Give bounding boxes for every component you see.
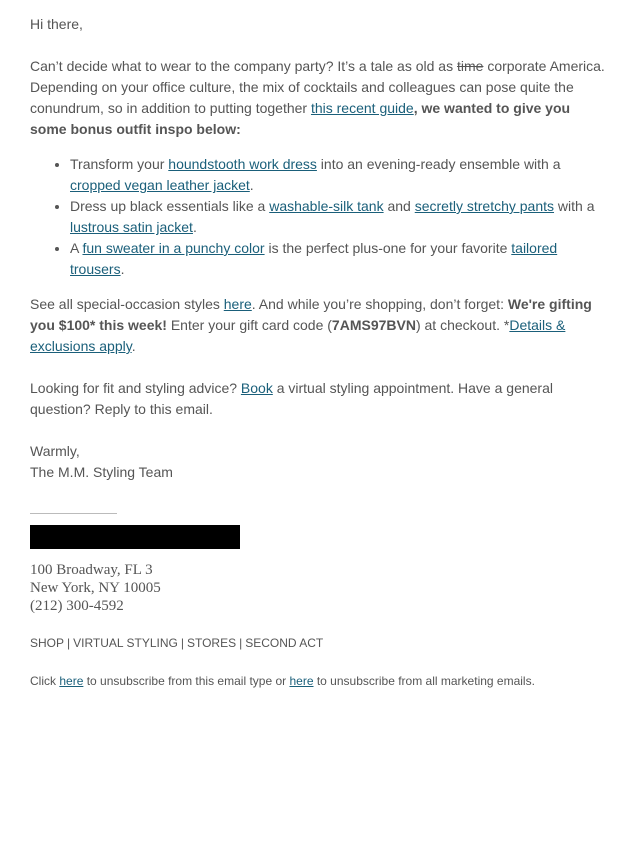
styling-text: a virtual styling appointment. Have a general question? Reply to this email. [30,380,553,417]
address-line-2: New York, NY 10005 [30,580,161,596]
promo-paragraph [30,294,610,357]
book-link[interactable]: Book [240,380,273,396]
nav-separator: | [239,636,243,650]
list-text: and [383,198,415,214]
struck-word: time [456,58,484,74]
gift-offer-text: We're gifting you $100* this week! [30,296,592,333]
phone-number: (212) 300-4592 [30,598,124,614]
signoff-line: Warmly, [30,443,80,459]
unsub-text: Click [30,674,60,688]
nav-separator: | [67,636,71,650]
address-line-1: 100 Broadway, FL 3 [30,562,153,578]
list-text: A [70,240,83,256]
intro-text-1: Can’t decide what to wear to the company party? It’s a tale as old as [30,58,457,74]
list-item [70,238,610,280]
list-text: . [120,261,125,277]
unsubscribe-type-link[interactable]: here [59,674,84,688]
gift-card-code: 7AMS97BVN [331,317,416,333]
intro-paragraph [30,56,610,140]
logo-redacted-bar [30,525,240,549]
nav-separator: | [180,636,184,650]
promo-text: Enter your gift card code ( [166,317,332,333]
list-item [70,154,610,196]
signoff [30,441,610,483]
footer-nav [30,635,610,651]
fun-sweater-link[interactable]: fun sweater in a punchy color [82,240,265,256]
unsubscribe-text [30,673,610,689]
satin-jacket-link[interactable]: lustrous satin jacket [70,219,193,235]
list-text: Transform your [70,156,169,172]
list-text: with a [554,198,595,214]
intro-text-2: corporate America. Depending on your office culture, the mix of cocktails and colleagues can pose quite the conundrum, so in addition to putting together [30,58,605,116]
list-text: . [192,219,197,235]
list-text: Dress up black essentials like a [70,198,270,214]
recent-guide-link[interactable]: this recent guide [310,100,414,116]
company-address [30,561,610,615]
intro-comma: , [413,100,418,116]
styling-text: Looking for fit and styling advice? [30,380,241,396]
divider [30,513,117,514]
stretchy-pants-link[interactable]: secretly stretchy pants [414,198,555,214]
list-item [70,196,610,238]
unsub-text: to unsubscribe from all marketing emails. [313,674,535,688]
footer-link-stores[interactable]: STORES [186,636,237,650]
list-text: is the perfect plus-one for your favorite [264,240,512,256]
outfit-list [30,154,610,280]
intro-bold-text: we wanted to give you some bonus outfit inspo below: [30,100,571,137]
houndstooth-dress-link[interactable]: houndstooth work dress [168,156,317,172]
greeting: Hi there, [30,16,83,32]
details-exclusions-link[interactable]: Details & exclusions apply [30,317,566,354]
promo-text: . And while you’re shopping, don’t forget: [251,296,508,312]
promo-text: . [131,338,136,354]
list-text: . [249,177,254,193]
leather-jacket-link[interactable]: cropped vegan leather jacket [70,177,250,193]
signature-team: The M.M. Styling Team [30,464,173,480]
unsubscribe-all-link[interactable]: here [289,674,314,688]
silk-tank-link[interactable]: washable-silk tank [269,198,384,214]
tailored-trousers-link[interactable]: tailored trousers [70,240,558,277]
footer-link-virtual-styling[interactable]: VIRTUAL STYLING [73,636,178,650]
promo-text: ) at checkout. * [415,317,510,333]
list-text: into an evening-ready ensemble with a [316,156,561,172]
styling-paragraph [30,378,610,420]
promo-text: See all special-occasion styles [30,296,224,312]
footer-link-shop[interactable]: SHOP [30,636,65,650]
unsub-text: to unsubscribe from this email type or [83,674,290,688]
footer-link-second-act[interactable]: SECOND ACT [245,636,324,650]
special-occasion-here-link[interactable]: here [223,296,252,312]
